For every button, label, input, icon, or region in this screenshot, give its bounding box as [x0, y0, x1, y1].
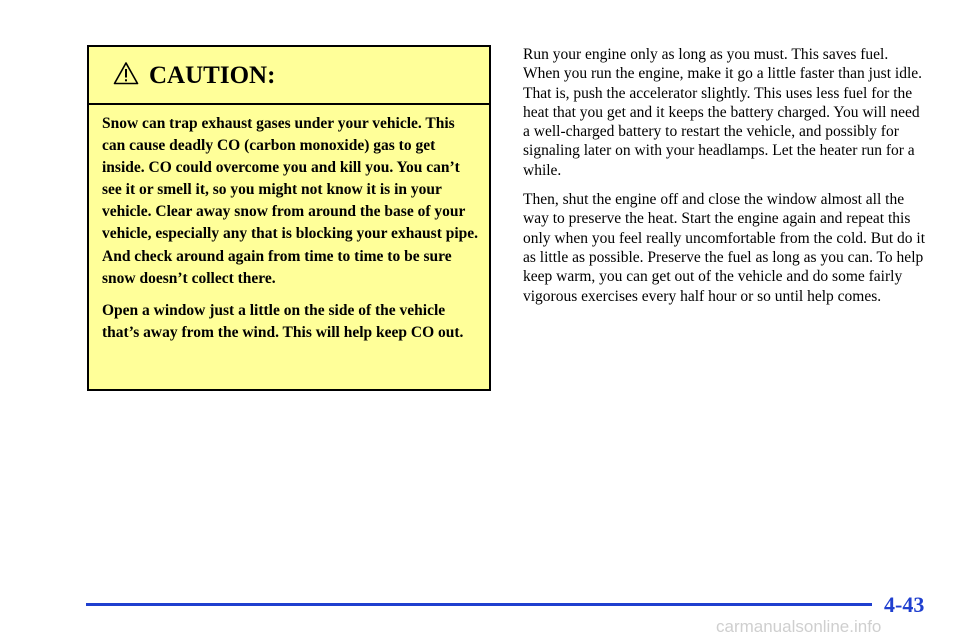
warning-triangle-icon	[113, 61, 139, 85]
caution-body	[102, 113, 480, 354]
watermark: carmanualsonline.info	[716, 617, 882, 636]
caution-header	[89, 47, 489, 105]
caution-paragraph: Open a window just a little on the side of the vehicle that’s away from the wind. This will help keep CO out.	[102, 301, 464, 341]
body-text-column	[523, 45, 928, 316]
caution-paragraph: Snow can trap exhaust gases under your vehicle. This can cause deadly CO (carbon monoxide) gas to get inside. CO could overcome you and kill you. You can’t see it or smell it, so you might not know it is in your vehicle. Clear away snow from around the base of your vehicle, especially any that is blocking your exhaust pipe. And check around again from time to time to be sure snow doesn’t collect there.	[102, 115, 479, 287]
page-number: 4-43	[884, 592, 925, 617]
caution-box	[87, 45, 491, 391]
body-paragraph: Then, shut the engine off and close the window almost all the way to preserve the heat. Start the engine again and repeat this only when you feel really uncomfortable from the cold. But do it as little as possible. Preserve the fuel as long as you can. To help keep warm, you can get out of the vehicle and do some fairly vigorous exercises every half hour or so until help comes.	[523, 191, 926, 305]
body-paragraph: Run your engine only as long as you must. This saves fuel. When you run the engine, make it go a little faster than just idle. That is, push the accelerator slightly. This uses less fuel for the heat that you get and it keeps the battery charged. You will need a well-charged battery to restart the vehicle, and possibly for signaling later on with your headlamps. Let the heater run for a while.	[523, 46, 923, 179]
footer-rule	[86, 603, 872, 606]
caution-title: CAUTION:	[149, 62, 276, 89]
